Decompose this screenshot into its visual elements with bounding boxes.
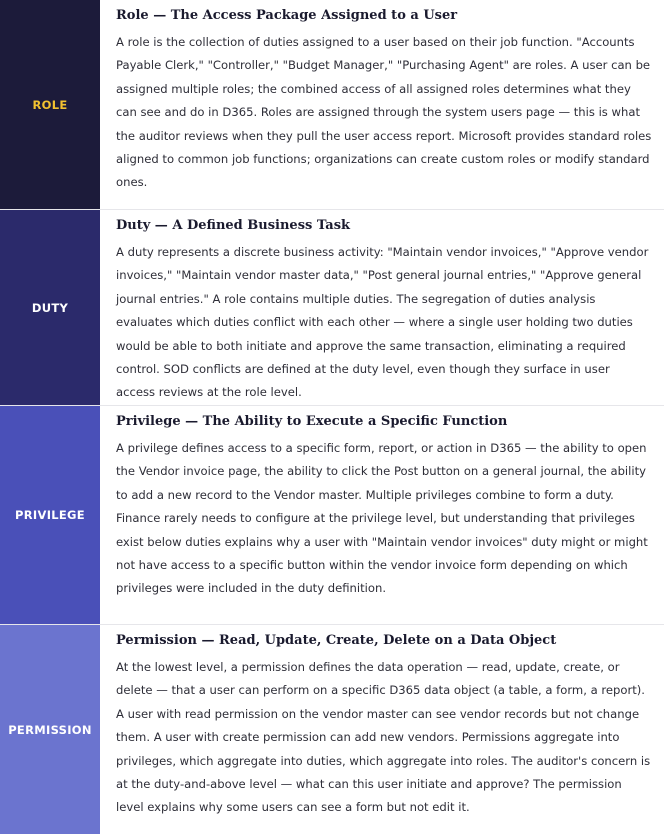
row-content-permission bbox=[100, 625, 664, 834]
row-label-duty: DUTY bbox=[0, 210, 100, 405]
row-privilege bbox=[0, 406, 664, 625]
row-content-role bbox=[100, 0, 664, 209]
row-duty bbox=[0, 210, 664, 406]
row-body: A role is the collection of duties assigned to a user based on their job function. "Accounts Payable Clerk," "Controller," "Budget Manager," "Purchasing Agent" are roles. A user can be assigned multiple roles; the combined access of all assigned roles determines what they can see and do in D365. Roles are assigned through the system users page — this is what the auditor reviews when they pull the user access report. Microsoft provides standard roles aligned to common job functions; organizations can create custom roles or modify standard ones. bbox=[116, 35, 652, 190]
row-label-privilege: PRIVILEGE bbox=[0, 406, 100, 624]
row-body: At the lowest level, a permission defines the data operation — read, update, create, or delete — that a user can perform on a specific D365 data object (a table, a form, a report). A user with read permission on the vendor master can see vendor records but not change them. A user with create permission can add new vendors. Permissions aggregate into privileges, which aggregate into duties, which aggregate into roles. The auditor's concern is at the duty-and-above level — what can this user initiate and approve? The permission level explains why some users can see a form but not edit it. bbox=[116, 660, 651, 815]
row-permission bbox=[0, 625, 664, 834]
row-role bbox=[0, 0, 664, 210]
row-body: A duty represents a discrete business activity: "Maintain vendor invoices," "Approve vendor invoices," "Maintain vendor master data," "Post general journal entries," "Approve general journal entries." A role contains multiple duties. The segregation of duties analysis evaluates which duties conflict with each other — where a single user holding two duties would be able to both initiate and approve the same transaction, eliminating a required control. SOD conflicts are defined at the duty level, even though they surface in user access reviews at the role level. bbox=[116, 245, 649, 400]
row-heading: Role — The Access Package Assigned to a User bbox=[116, 8, 458, 23]
row-heading: Privilege — The Ability to Execute a Specific Function bbox=[116, 414, 508, 429]
row-heading: Duty — A Defined Business Task bbox=[116, 218, 351, 233]
row-label-role: ROLE bbox=[0, 0, 100, 209]
row-content-duty bbox=[100, 210, 664, 405]
row-heading: Permission — Read, Update, Create, Delete on a Data Object bbox=[116, 633, 557, 648]
row-content-privilege bbox=[100, 406, 664, 624]
row-body: A privilege defines access to a specific form, report, or action in D365 — the ability to open the Vendor invoice page, the ability to click the Post button on a general journal, the ability to add a new record to the Vendor master. Multiple privileges combine to form a duty. Finance rarely needs to configure at the privilege level, but understanding that privileges exist below duties explains why a user with "Maintain vendor invoices" duty might or might not have access to a specific button within the vendor invoice form depending on which privileges were included in the duty definition. bbox=[116, 441, 648, 596]
row-label-permission: PERMISSION bbox=[0, 625, 100, 834]
